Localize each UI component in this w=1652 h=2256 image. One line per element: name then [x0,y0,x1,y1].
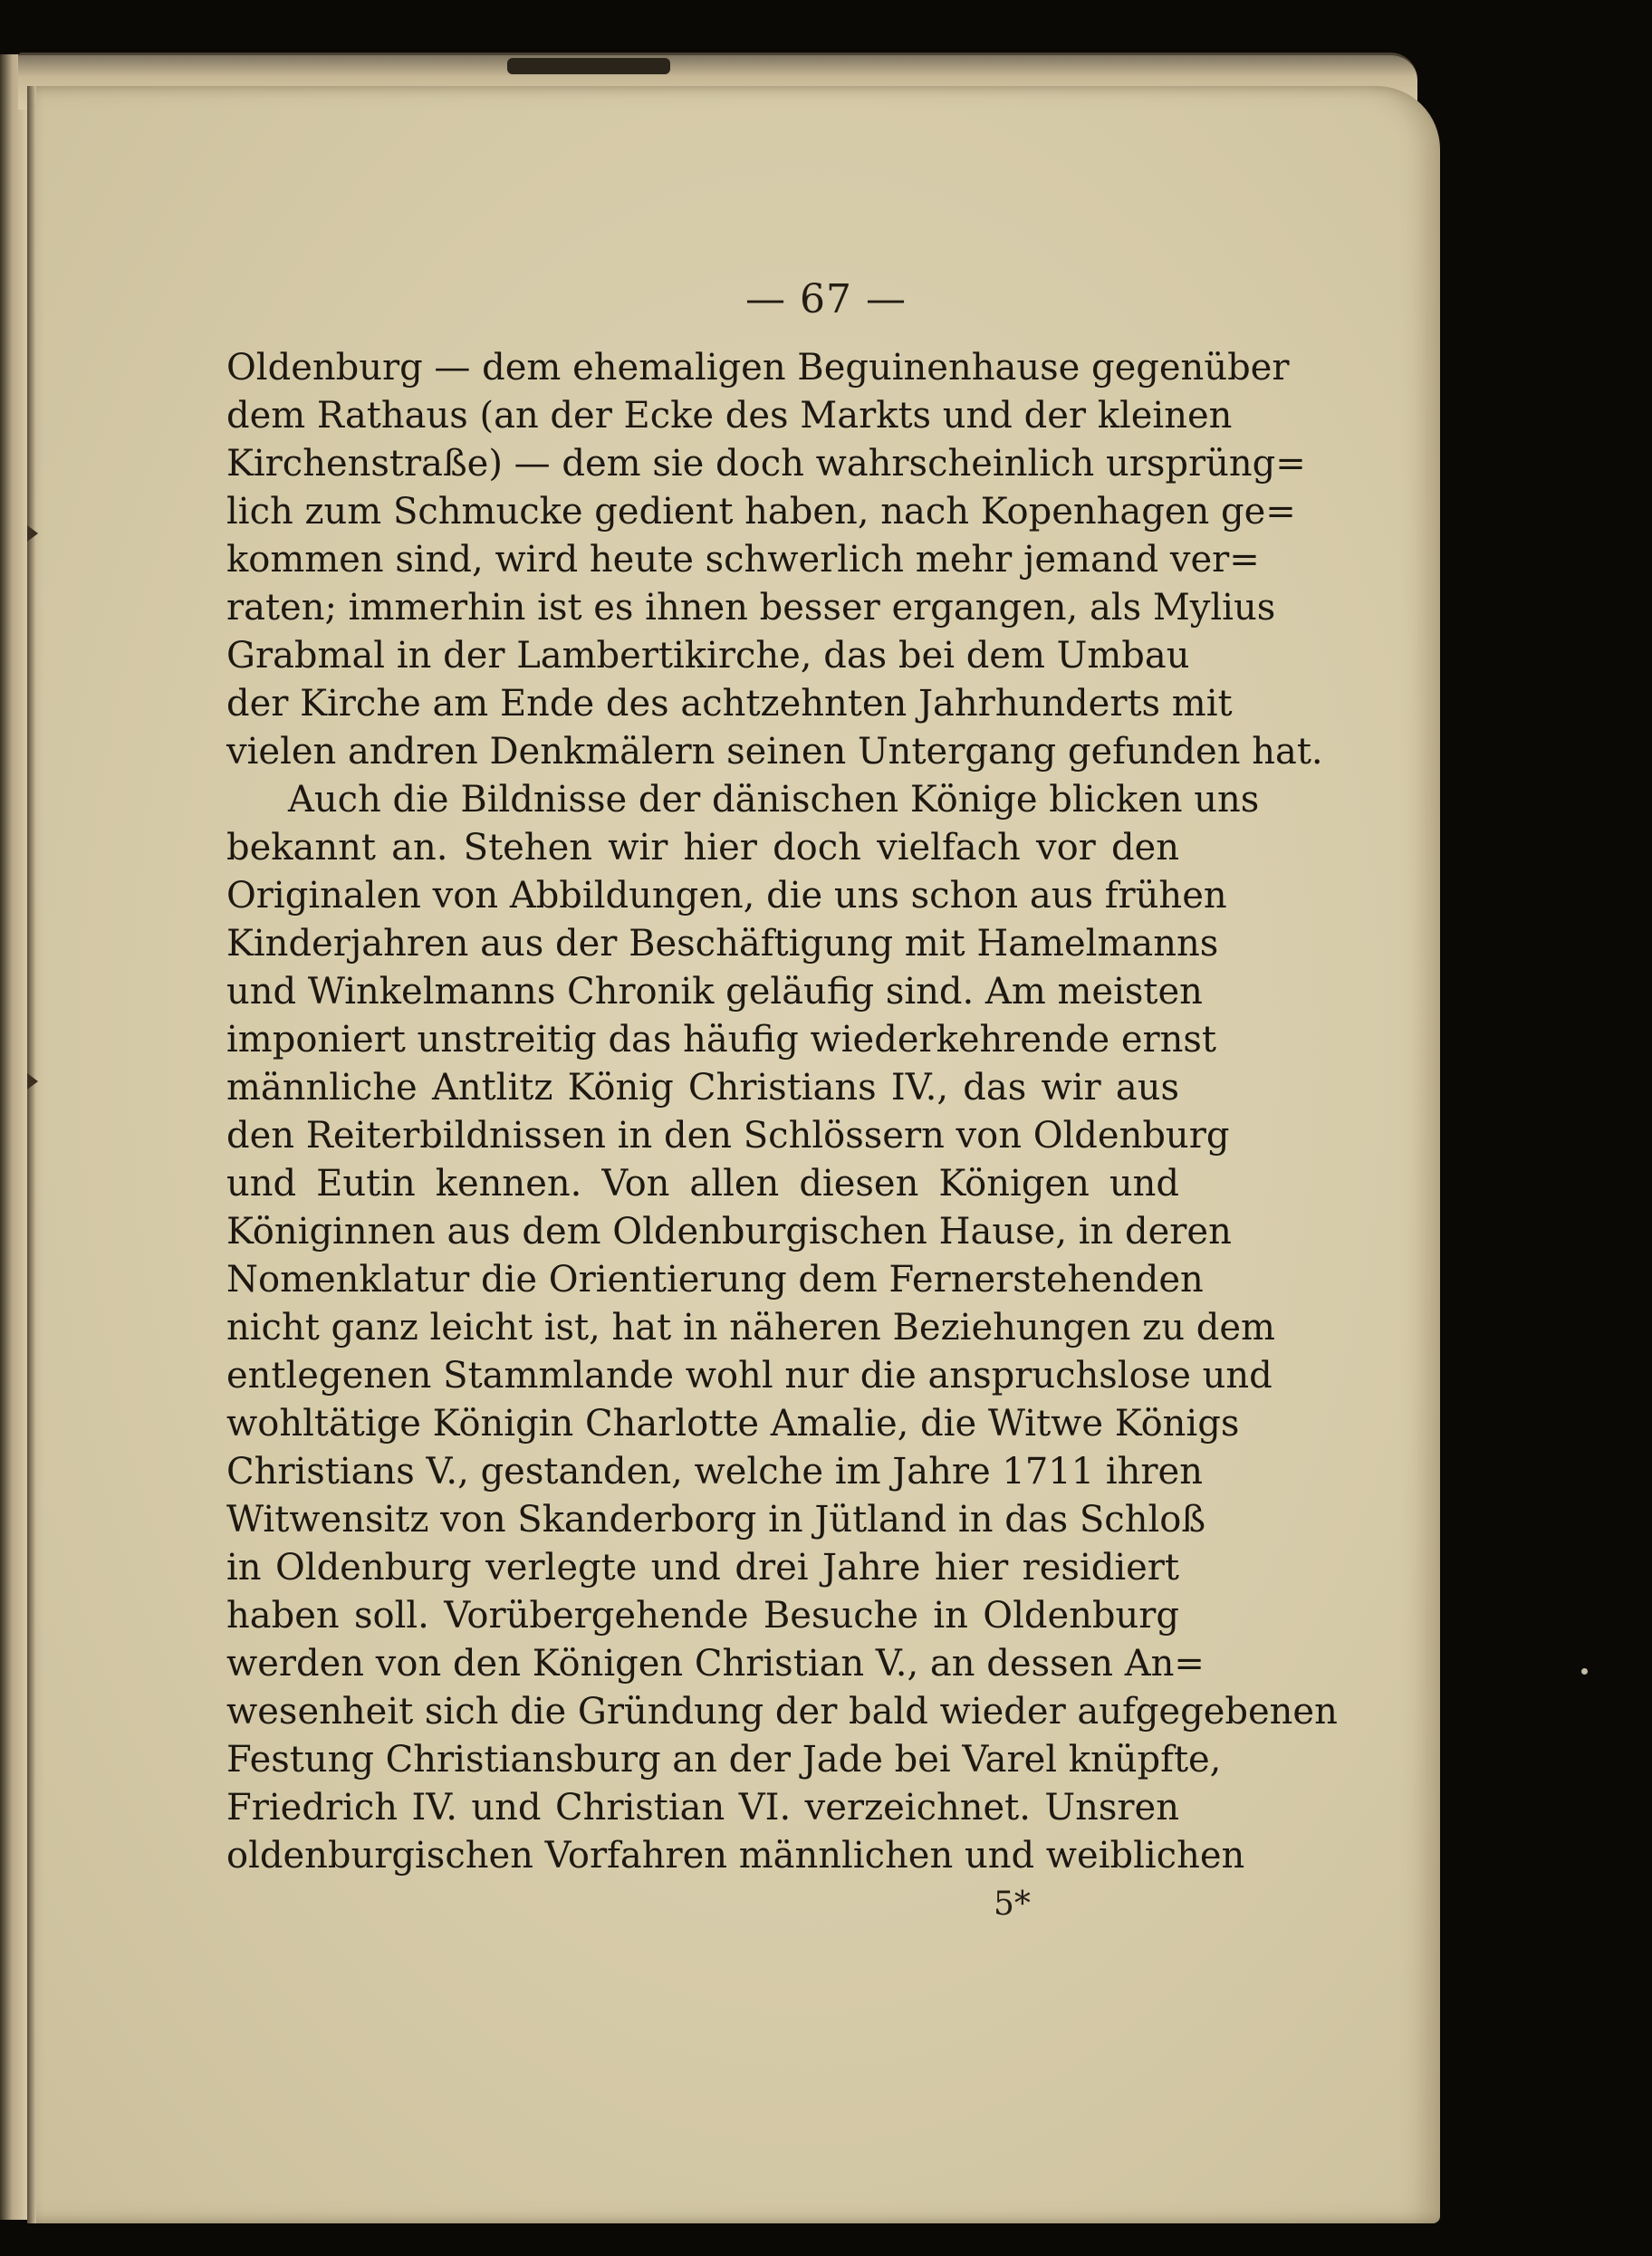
text-line: und Winkelmanns Chronik geläufig sind. Am meisten [226,971,1203,1013]
paper-speck [1581,1668,1588,1675]
text-line: Auch die Bildnisse der dänischen Könige blicken uns [288,779,1260,821]
text-line: Nomenklatur die Orientierung dem Fernerstehenden [226,1259,1204,1301]
text-line: entlegenen Stammlande wohl nur die anspruchslose und [226,1355,1273,1397]
text-line: Originalen von Abbildungen, die uns schon aus frühen [226,875,1227,917]
text-line: werden von den Königen Christian V., an dessen An= [226,1643,1205,1685]
text-line: Königinnen aus dem Oldenburgischen Hause, in deren [226,1211,1232,1253]
previous-page-edge [0,54,29,2220]
text-line: wohltätige Königin Charlotte Amalie, die Witwe Königs [226,1403,1240,1445]
page-stack-shadow [507,58,670,74]
text-line: Kirchenstraße) — dem sie doch wahrscheinlich ursprüng= [226,443,1306,485]
text-line: bekannt an. Stehen wir hier doch vielfach vor den [226,827,1179,869]
text-line: kommen sind, wird heute schwerlich mehr jemand ver= [226,539,1260,581]
text-line: lich zum Schmucke gedient haben, nach Kopenhagen ge= [226,491,1296,533]
text-line: dem Rathaus (an der Ecke des Markts und der kleinen [226,395,1233,437]
text-line: raten; immerhin ist es ihnen besser ergangen, als Mylius [226,587,1276,629]
text-line: Festung Christiansburg an der Jade bei Varel knüpfte, [226,1739,1222,1781]
page-number: — 67 — [745,276,907,322]
text-line: männliche Antlitz König Christians IV., das wir aus [226,1067,1179,1109]
text-line: Grabmal in der Lambertikirche, das bei dem Umbau [226,635,1190,677]
text-line: oldenburgischen Vorfahren männlichen und weiblichen [226,1835,1245,1877]
text-line: Kinderjahren aus der Beschäftigung mit Hamelmanns [226,923,1219,965]
text-line: Friedrich IV. und Christian VI. verzeichnet. Unsren [226,1787,1179,1829]
body-text [226,344,1338,1880]
text-line: der Kirche am Ende des achtzehnten Jahrhunderts mit [226,683,1233,725]
page-gutter [27,86,36,2223]
text-line: Christians V., gestanden, welche im Jahre 1711 ihren [226,1451,1203,1493]
text-line: nicht ganz leicht ist, hat in näheren Beziehungen zu dem [226,1307,1275,1349]
text-line: in Oldenburg verlegte und drei Jahre hier residiert [226,1547,1179,1589]
margin-mark [27,1073,38,1090]
paragraph-container [226,344,1338,1880]
text-line: den Reiterbildnissen in den Schlössern von Oldenburg [226,1115,1230,1157]
text-line: imponiert unstreitig das häufig wiederkehrende ernst [226,1019,1216,1061]
text-line: haben soll. Vorübergehende Besuche in Oldenburg [226,1595,1179,1637]
text-line: vielen andren Denkmälern seinen Untergang gefunden hat. [226,731,1323,773]
margin-mark [27,525,38,542]
text-line: wesenheit sich die Gründung der bald wieder aufgegebenen [226,1691,1338,1733]
text-line: Oldenburg — dem ehemaligen Beguinenhause gegenüber [226,347,1290,389]
sheet-signature: 5* [994,1886,1031,1923]
text-line: Witwensitz von Skanderborg in Jütland in das Schloß [226,1499,1206,1541]
text-line: und Eutin kennen. Von allen diesen Königen und [226,1163,1179,1205]
